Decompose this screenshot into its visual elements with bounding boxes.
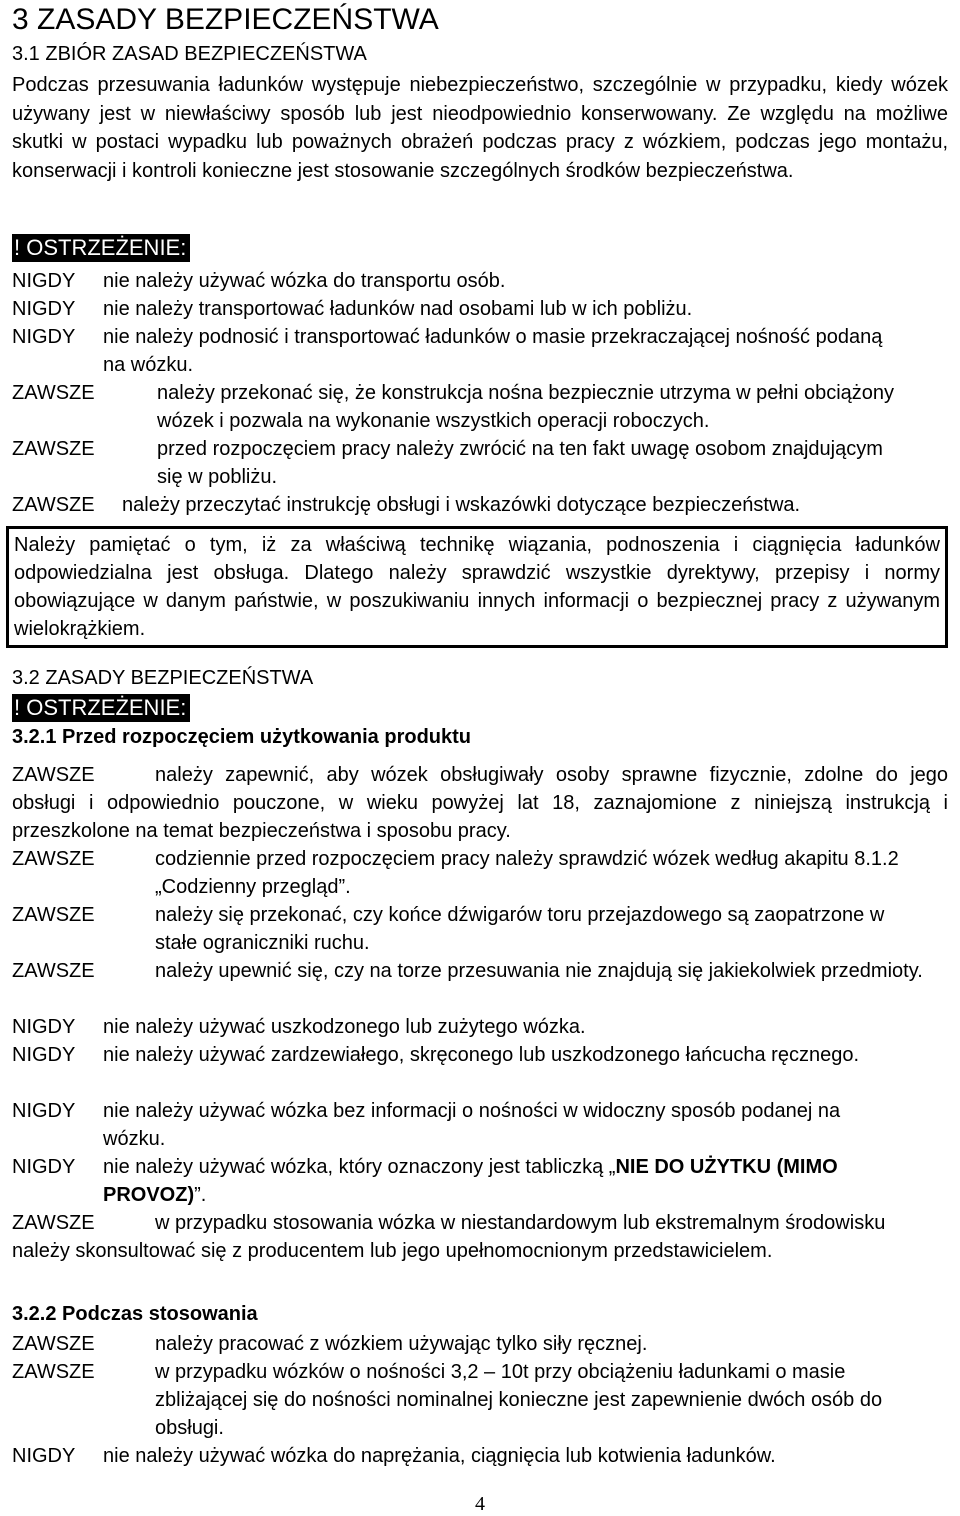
rule-keyword: ZAWSZE [12, 438, 95, 460]
rule-item [12, 267, 948, 295]
rule-keyword: ZAWSZE [12, 1212, 95, 1234]
rule-keyword: ZAWSZE [12, 904, 95, 926]
rule-text: nie należy używać zardzewiałego, skręconego lub uszkodzonego łańcucha ręcznego. [103, 1044, 860, 1066]
rule-keyword: NIGDY [12, 1156, 76, 1178]
rule-keyword: NIGDY [12, 298, 76, 320]
rule-text: w przypadku wózków o nośności 3,2 – 10t przy obciążeniu ładunkami o masie zbliżającej się do nośności nominalnej konieczne jest zapewnienie dwóch osób do obsługi. [155, 1361, 883, 1439]
subsection-3-2-2-title: 3.2.2 Podczas stosowania [12, 1303, 258, 1325]
rule-item [12, 295, 948, 323]
rule-text: nie należy transportować ładunków nad osobami lub w ich pobliżu. [103, 298, 693, 320]
rule-text: nie należy używać wózka, który oznaczony jest tabliczką „ [103, 1156, 616, 1178]
rule-item [12, 379, 948, 435]
rule-text: nie należy używać uszkodzonego lub zużytego wózka. [103, 1016, 586, 1038]
section-3-1-title: 3.1 ZBIÓR ZASAD BEZPIECZEŃSTWA [12, 43, 367, 65]
rule-item [12, 901, 948, 957]
chapter-heading: 3 ZASADY BEZPIECZEŃSTWA [12, 3, 439, 36]
rule-item [12, 1442, 948, 1470]
subsection-3-2-1-title: 3.2.1 Przed rozpoczęciem użytkowania produktu [12, 726, 472, 748]
rule-keyword: ZAWSZE [12, 1333, 95, 1355]
rule-text: nie należy używać wózka do transportu osób. [103, 270, 506, 292]
rule-text: należy przekonać się, że konstrukcja nośna bezpiecznie utrzyma w pełni obciążony wózek i pozwala na wykonanie wszystkich operacji roboczych. [157, 382, 895, 432]
rule-text: należy zapewnić, aby wózek obsługiwały osoby sprawne fizycznie, zdolne do jego obsługi i odpowiednio pouczone, w wieku powyżej lat 18, zaznajomione z niniejszą instrukcją i przeszkolone na temat bezpieczeństwa i sposobu pracy. [12, 764, 948, 842]
rule-item [12, 1097, 948, 1153]
rule-text: nie należy podnosić i transportować ładunków o masie przekraczającej nośność podaną na wózku. [103, 326, 883, 376]
warning-label: ! OSTRZEŻENIE: [12, 694, 190, 722]
rule-keyword: ZAWSZE [12, 1361, 95, 1383]
rule-keyword: ZAWSZE [12, 848, 95, 870]
rule-item [12, 491, 948, 519]
rule-text: przed rozpoczęciem pracy należy zwrócić na ten fakt uwagę osobom znajdującym się w pobliżu. [157, 438, 883, 488]
rule-keyword: NIGDY [12, 1100, 76, 1122]
rule-text: codziennie przed rozpoczęciem pracy należy sprawdzić wózek według akapitu 8.1.2 „Codzienny przegląd”. [155, 848, 899, 898]
rule-item [12, 323, 948, 379]
rule-item [12, 435, 948, 491]
rule-text: w przypadku stosowania wózka w niestandardowym lub ekstremalnym środowisku należy skonsultować się z producentem lub jego upełnomocnionym przedstawicielem. [12, 1212, 886, 1262]
rule-keyword: NIGDY [12, 326, 76, 348]
section-3-1-intro: Podczas przesuwania ładunków występuje niebezpieczeństwo, szczególnie w przypadku, kiedy wózek używany jest w niewłaściwy sposób lub jest nieodpowiednio konserwowany. Ze względu na możliwe skutki w postaci wypadku lub poważnych obrażeń podczas pracy z wózkiem, podczas jego montażu, konserwacji i kontroli konieczne jest stosowanie szczególnych środków bezpieczeństwa. [12, 74, 948, 182]
rule-keyword: NIGDY [12, 1044, 76, 1066]
rule-keyword: ZAWSZE [12, 764, 95, 786]
rule-item [12, 1153, 948, 1209]
rule-text: należy się przekonać, czy końce dźwigarów toru przejazdowego są zaopatrzone w stałe ograniczniki ruchu. [155, 904, 885, 954]
rule-text: należy upewnić się, czy na torze przesuwania nie znajdują się jakiekolwiek przedmioty. [155, 960, 923, 982]
rule-text-tail: ”. [194, 1184, 207, 1206]
warning-label: ! OSTRZEŻENIE: [12, 234, 190, 262]
rule-keyword: ZAWSZE [12, 382, 95, 404]
rule-item [12, 761, 948, 845]
info-box [6, 526, 948, 648]
rule-text-bold: NIE DO UŻYTKU (MIMO PROVOZ) [103, 1156, 838, 1206]
rule-item [12, 957, 948, 985]
rule-text: należy pracować z wózkiem używając tylko siły ręcznej. [155, 1333, 648, 1355]
rule-keyword: ZAWSZE [12, 960, 95, 982]
page-number: 4 [475, 1493, 485, 1515]
rule-item [12, 1209, 948, 1265]
section-3-2-title: 3.2 ZASADY BEZPIECZEŃSTWA [12, 667, 314, 689]
rule-keyword: NIGDY [12, 1445, 76, 1467]
rule-item [12, 1330, 948, 1358]
rule-item [12, 1013, 948, 1041]
rule-text: nie należy używać wózka bez informacji o nośności w widoczny sposób podanej na wózku. [103, 1100, 841, 1150]
rule-item [12, 845, 948, 901]
rule-item [12, 1041, 948, 1069]
rule-text: nie należy używać wózka do naprężania, ciągnięcia lub kotwienia ładunków. [103, 1445, 776, 1467]
rule-text: należy przeczytać instrukcję obsługi i wskazówki dotyczące bezpieczeństwa. [122, 494, 801, 516]
rule-item [12, 1358, 948, 1442]
rule-keyword: NIGDY [12, 1016, 76, 1038]
rule-keyword: NIGDY [12, 270, 76, 292]
rule-keyword: ZAWSZE [12, 494, 95, 516]
info-box-text: Należy pamiętać o tym, iż za właściwą technikę wiązania, podnoszenia i ciągnięcia ładunków odpowiedzialna jest obsługa. Dlatego należy sprawdzić wszystkie dyrektywy, przepisy i normy obowiązujące w danym państwie, w poszukiwaniu innych informacji o bezpiecznej pracy z używanym wielokrążkiem. [14, 534, 940, 640]
